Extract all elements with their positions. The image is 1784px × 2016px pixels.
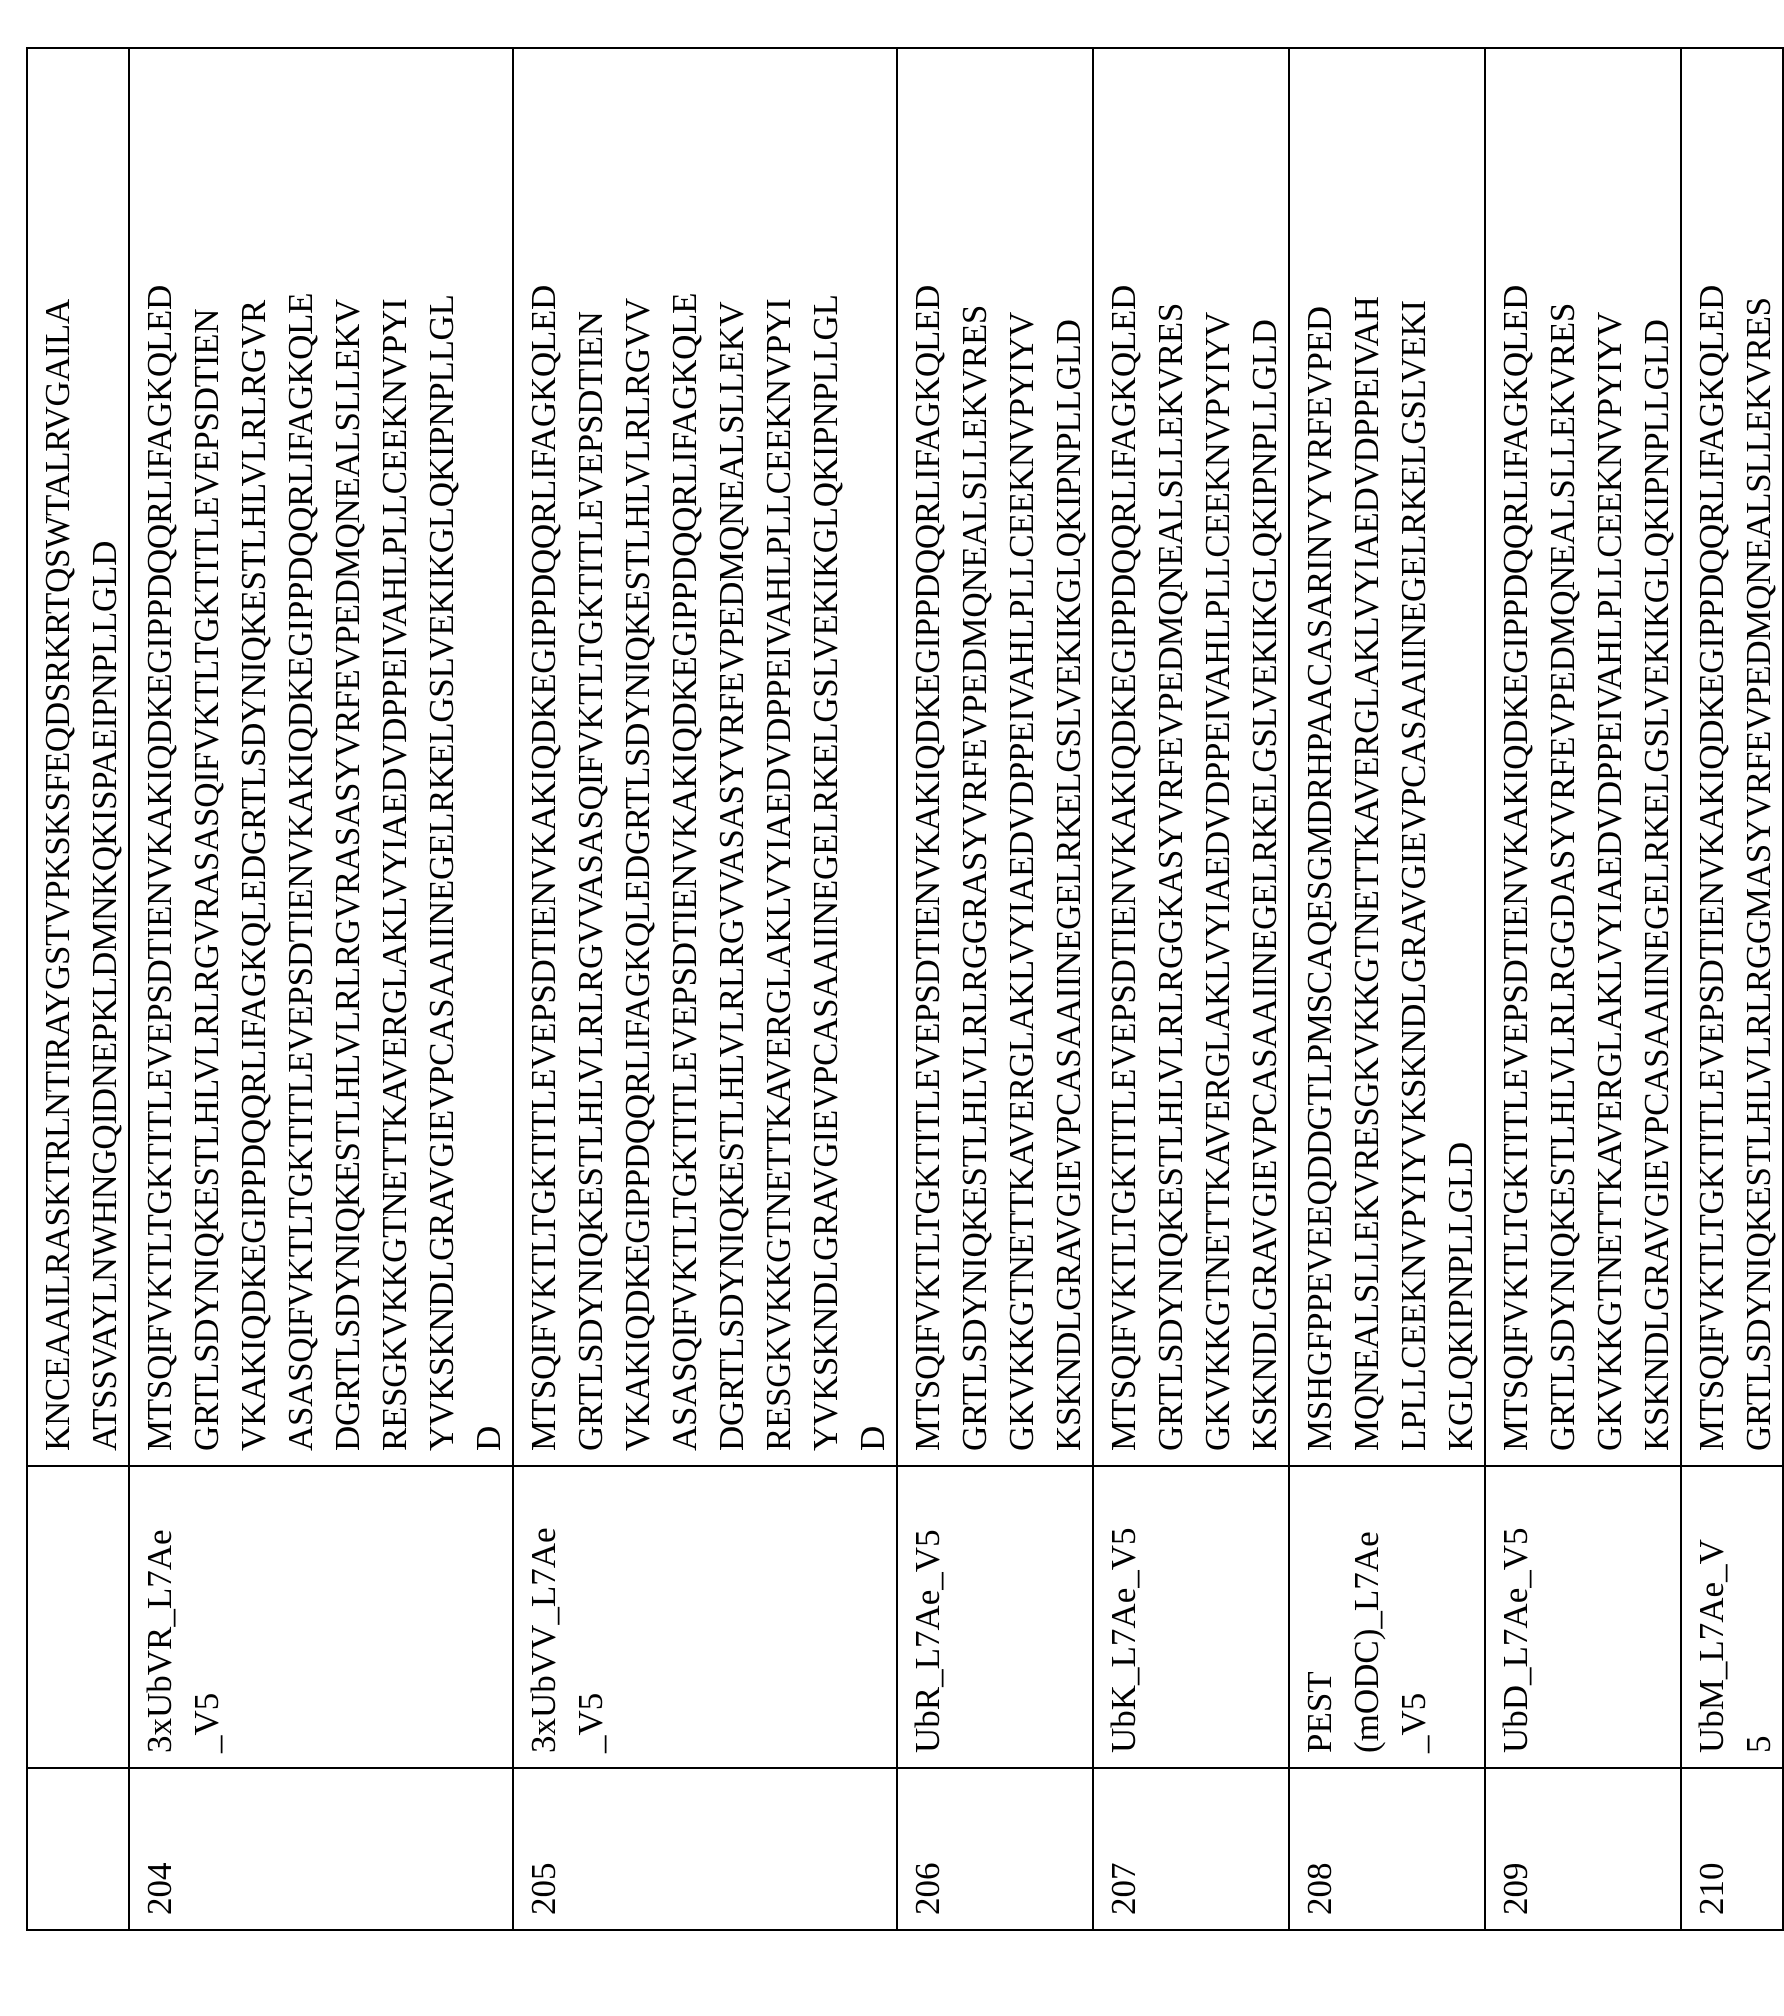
table-row <box>129 48 513 1930</box>
table-row <box>1093 48 1289 1930</box>
seq-id-cell: 205 <box>513 1768 897 1930</box>
construct-name-cell: 3xUbVV_L7Ae _V5 <box>513 1466 897 1768</box>
rotated-table-page <box>26 47 1711 1931</box>
seq-id-cell: 210 <box>1681 1768 1783 1930</box>
sequence-cell: MTSQIFVKTLTGKTITLEVEPSDTIENVKAKIQDKEGIPPDQQRLIFAGKQLED GRTLSDYNIQKESTLHLVLRLRGGKASYVRFEVPEDMQNEALSLLEKVRES GKVKKGTNETTKAVERGLAKLVYIAEDVDPPEIVAHLPLLCEEKNVPYIYV KSKNDLGRAVGIEVPCASAAIINEGELRKELGSLVEKIKGLQKIPNPLLGLD <box>1093 48 1289 1466</box>
construct-name-cell <box>27 1466 129 1768</box>
sequence-cell: MSHGFPPEVEEQDDGTLPMSCAQESGMDRHPAACASARINVYVRFEVPED MQNEALSLLEKVRESGKVKKGTNETTKAVERGLAKLVYIAEDVDPPEIVAH LPLLCEEKNVPYIYVKSKNDLGRAVGIEVPCASAAIINEGELRKELGSLVEKI KGLQKIPNPLLGLD <box>1289 48 1485 1466</box>
construct-name-cell: PEST (mODC)_L7Ae _V5 <box>1289 1466 1485 1768</box>
seq-id-cell: 206 <box>897 1768 1093 1930</box>
seq-id-cell: 209 <box>1485 1768 1681 1930</box>
table-row <box>1681 48 1783 1930</box>
table-row <box>1289 48 1485 1930</box>
construct-name-cell: 3xUbVR_L7Ae _V5 <box>129 1466 513 1768</box>
table-row <box>27 48 129 1930</box>
construct-name-cell: UbR_L7Ae_V5 <box>897 1466 1093 1768</box>
table-row <box>1485 48 1681 1930</box>
seq-id-cell: 208 <box>1289 1768 1485 1930</box>
table-row <box>513 48 897 1930</box>
construct-name-cell: UbK_L7Ae_V5 <box>1093 1466 1289 1768</box>
sequence-cell: MTSQIFVKTLTGKTITLEVEPSDTIENVKAKIQDKEGIPPDQQRLIFAGKQLED GRTLSDYNIQKESTLHLVLRLRGVVASASQIFVKTLTGKTITLEVEPSDTIEN VKAKIQDKEGIPPDQQRLIFAGKQLEDGRTLSDYNIQKESTLHLVLRLRGVV ASASQIFVKTLTGKTITLEVEPSDTIENVKAKIQDKEGIPPDQQRLIFAGKQLE DGRTLSDYNIQKESTLHLVLRLRGVVASASYVRFEVPEDMQNEALSLLEKV RESGKVKKGTNETTKAVERGLAKLVYIAEDVDPPEIVAHLPLLCEEKNVPYI YVKSKNDLGRAVGIEVPCASAAIINEGELRKELGSLVEKIKGLQKIPNPLLGL D <box>513 48 897 1466</box>
table-row <box>897 48 1093 1930</box>
construct-name-cell: UbM_L7Ae_V 5 <box>1681 1466 1783 1768</box>
sequence-cell: MTSQIFVKTLTGKTITLEVEPSDTIENVKAKIQDKEGIPPDQQRLIFAGKQLED GRTLSDYNIQKESTLHLVLRLRGGRASYVRFEVPEDMQNEALSLLEKVRES GKVKKGTNETTKAVERGLAKLVYIAEDVDPPEIVAHLPLLCEEKNVPYIYV KSKNDLGRAVGIEVPCASAAIINEGELRKELGSLVEKIKGLQKIPNPLLGLD <box>897 48 1093 1466</box>
sequence-cell: MTSQIFVKTLTGKTITLEVEPSDTIENVKAKIQDKEGIPPDQQRLIFAGKQLED GRTLSDYNIQKESTLHLVLRLRGGMASYVRFEVPEDMQNEALSLLEKVRES <box>1681 48 1783 1466</box>
seq-id-cell <box>27 1768 129 1930</box>
sequence-table <box>26 47 1784 1931</box>
construct-name-cell: UbD_L7Ae_V5 <box>1485 1466 1681 1768</box>
sequence-cell: MTSQIFVKTLTGKTITLEVEPSDTIENVKAKIQDKEGIPPDQQRLIFAGKQLED GRTLSDYNIQKESTLHLVLRLRGVRASASQIFVKTLTGKTITLEVEPSDTIEN VKAKIQDKEGIPPDQQRLIFAGKQLEDGRTLSDYNIQKESTLHLVLRLRGVR ASASQIFVKTLTGKTITLEVEPSDTIENVKAKIQDKEGIPPDQQRLIFAGKQLE DGRTLSDYNIQKESTLHLVLRLRGVRASASYVRFEVPEDMQNEALSLLEKV RESGKVKKGTNETTKAVERGLAKLVYIAEDVDPPEIVAHLPLLCEEKNVPYI YVKSKNDLGRAVGIEVPCASAAIINEGELRKELGSLVEKIKGLQKIPNPLLGL D <box>129 48 513 1466</box>
sequence-cell: MTSQIFVKTLTGKTITLEVEPSDTIENVKAKIQDKEGIPPDQQRLIFAGKQLED GRTLSDYNIQKESTLHLVLRLRGGDASYVRFEVPEDMQNEALSLLEKVRES GKVKKGTNETTKAVERGLAKLVYIAEDVDPPEIVAHLPLLCEEKNVPYIYV KSKNDLGRAVGIEVPCASAAIINEGELRKELGSLVEKIKGLQKIPNPLLGLD <box>1485 48 1681 1466</box>
sequence-cell: KNCEAAILRASKTRLNTIRAYGSTVPKSKSFEQDSRKRTQSWTALRVGAILA ATSSVAYLNWHNGQIDNEPKLDMNKQKISPAEIPNPLLGLD <box>27 48 129 1466</box>
seq-id-cell: 207 <box>1093 1768 1289 1930</box>
seq-id-cell: 204 <box>129 1768 513 1930</box>
